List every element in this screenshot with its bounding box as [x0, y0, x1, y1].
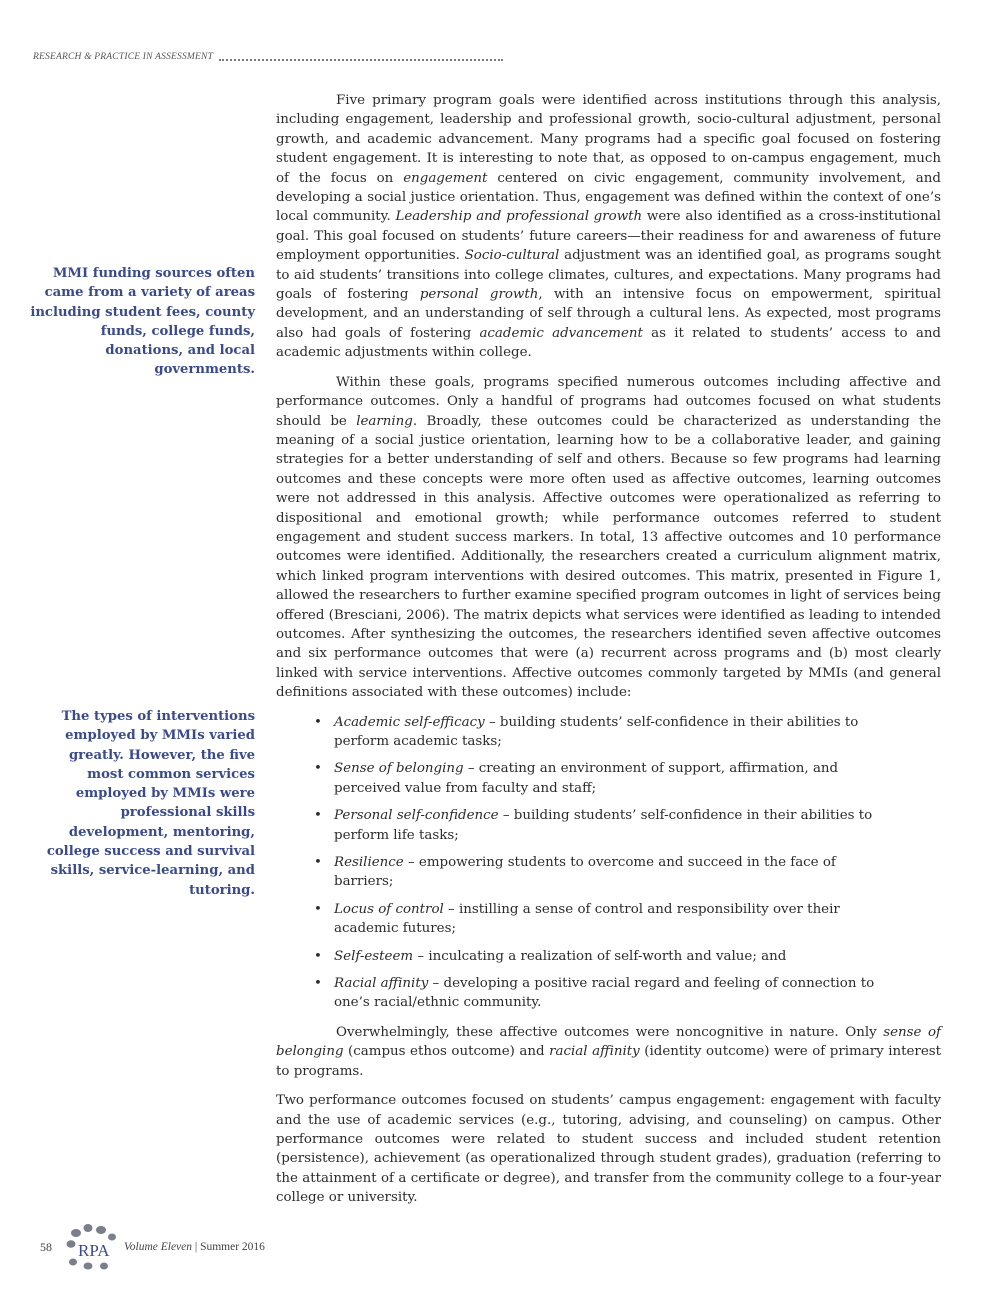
page-number: 58	[40, 1239, 52, 1254]
rpa-logo-icon	[64, 1222, 124, 1272]
paragraph-program-goals: Five primary program goals were identified across institutions through this analysis, including engagement, leadership and professional growth, socio-cultural adjustment, personal growth, and academic advancement. Many programs had a specific goal focused on fostering student engagement. It is interesting to note that, as opposed to on-campus engagement, much of the focus on engagement centered on civic engagement, community involvement, and developing a social justice orientation. Thus, engagement was defined within the context of one’s local community. Leadership and professional growth were also identified as a cross-institutional goal. This goal focused on students’ future careers—their readiness for and awareness of future employment opportunities. Socio-cultural adjustment was an identified goal, as programs sought to aid students’ transitions into college climates, cultures, and expectations. Many programs had goals of fostering personal growth, with an intensive focus on empowerment, spiritual development, and an understanding of self through a cultural lens. As expected, most programs also had goals of fostering academic advancement as it related to students’ access to and academic adjustments within college.	[276, 93, 942, 361]
running-title: RESEARCH & PRACTICE IN ASSESSMENT	[33, 52, 214, 62]
paragraph-outcomes: Within these goals, programs specified numerous outcomes including affective and performance outcomes. Only a handful of programs had outcomes focused on what students should be learning. Broadly, these outcomes could be characterized as understanding the meaning of a social justice orientation, learning how to be a collaborative leader, and gaining strategies for a better understanding of self and others. Because so few programs had learning outcomes and these concepts were more often used as affective outcomes, learning outcomes were not addressed in this analysis. Affective outcomes were operationalized as referring to dispositional and emotional growth; while performance outcomes referred to student engagement and student success markers. In total, 13 affective outcomes and 10 performance outcomes were identified. Additionally, the researchers created a curriculum alignment matrix, which linked program interventions with desired outcomes. This matrix, presented in Figure 1, allowed the researchers to further examine specified program outcomes in light of services being offered (Bresciani, 2006). The matrix depicts what services were identified as leading to intended outcomes. After synthesizing the outcomes, the researchers identified seven affective outcomes and six performance outcomes that were (a) recurrent across programs and (b) most clearly linked with service interventions. Affective outcomes commonly targeted by MMIs (and general definitions associated with these outcomes) include:	[276, 374, 941, 701]
list-item: • Locus of control – instilling a sense of control and responsibility over their academic futures;	[314, 901, 840, 937]
paragraph-performance-outcomes: Two performance outcomes focused on students’ campus engagement: engagement with faculty and the use of academic services (e.g., tutoring, advising, and counseling) on campus. Other performance outcomes were related to student success and included student retention (persistence), achievement (as operationalized through student grades), graduation (referring to the attainment of a certificate or degree), and transfer from the community college to a four-year college or university.	[276, 1093, 941, 1206]
affective-outcomes-list	[276, 713, 941, 1013]
bullet-icon: •	[314, 855, 322, 871]
list-item: • Personal self-confidence – building students’ self-confidence in their abilities to perform life tasks;	[314, 808, 873, 843]
sidebar-pull-quote-funding: MMI funding sources often came from a variety of areas including student fees, county funds, college funds, donations, and local governments.	[30, 266, 255, 378]
list-item: • Sense of belonging – creating an environment of support, affirmation, and perceived value from faculty and staff;	[314, 761, 839, 796]
bullet-icon: •	[314, 808, 322, 824]
page-footer	[40, 1222, 280, 1272]
bullet-icon: •	[314, 948, 322, 964]
sidebar-pull-quote-interventions: The types of interventions employed by MMIs varied greatly. However, the five most common services employed by MMIs were professional skills development, mentoring, college success and survival skills, service-learning, and tutoring.	[46, 709, 255, 898]
bullet-icon: •	[314, 976, 322, 992]
bullet-icon: •	[314, 761, 322, 777]
volume-issue: Volume Eleven | Summer 2016	[124, 1241, 265, 1253]
article-body	[276, 91, 941, 1218]
running-header	[33, 50, 503, 64]
list-item: • Self-esteem – inculcating a realization of self-worth and value; and	[314, 947, 889, 966]
svg-text:RPA: RPA	[78, 1241, 110, 1260]
paragraph-noncognitive: Overwhelmingly, these affective outcomes were noncognitive in nature. Only sense of belonging (campus ethos outcome) and racial affinity (identity outcome) were of primary interest to programs.	[276, 1024, 942, 1079]
list-item: • Racial affinity – developing a positive racial regard and feeling of connection to one’s racial/ethnic community.	[314, 976, 875, 1011]
dotted-rule	[219, 57, 503, 61]
list-item: • Resilience – empowering students to overcome and succeed in the face of barriers;	[314, 855, 836, 890]
list-item: • Academic self-efficacy – building students’ self-confidence in their abilities to perform academic tasks;	[314, 714, 859, 749]
bullet-icon: •	[314, 714, 322, 730]
bullet-icon: •	[314, 901, 322, 917]
